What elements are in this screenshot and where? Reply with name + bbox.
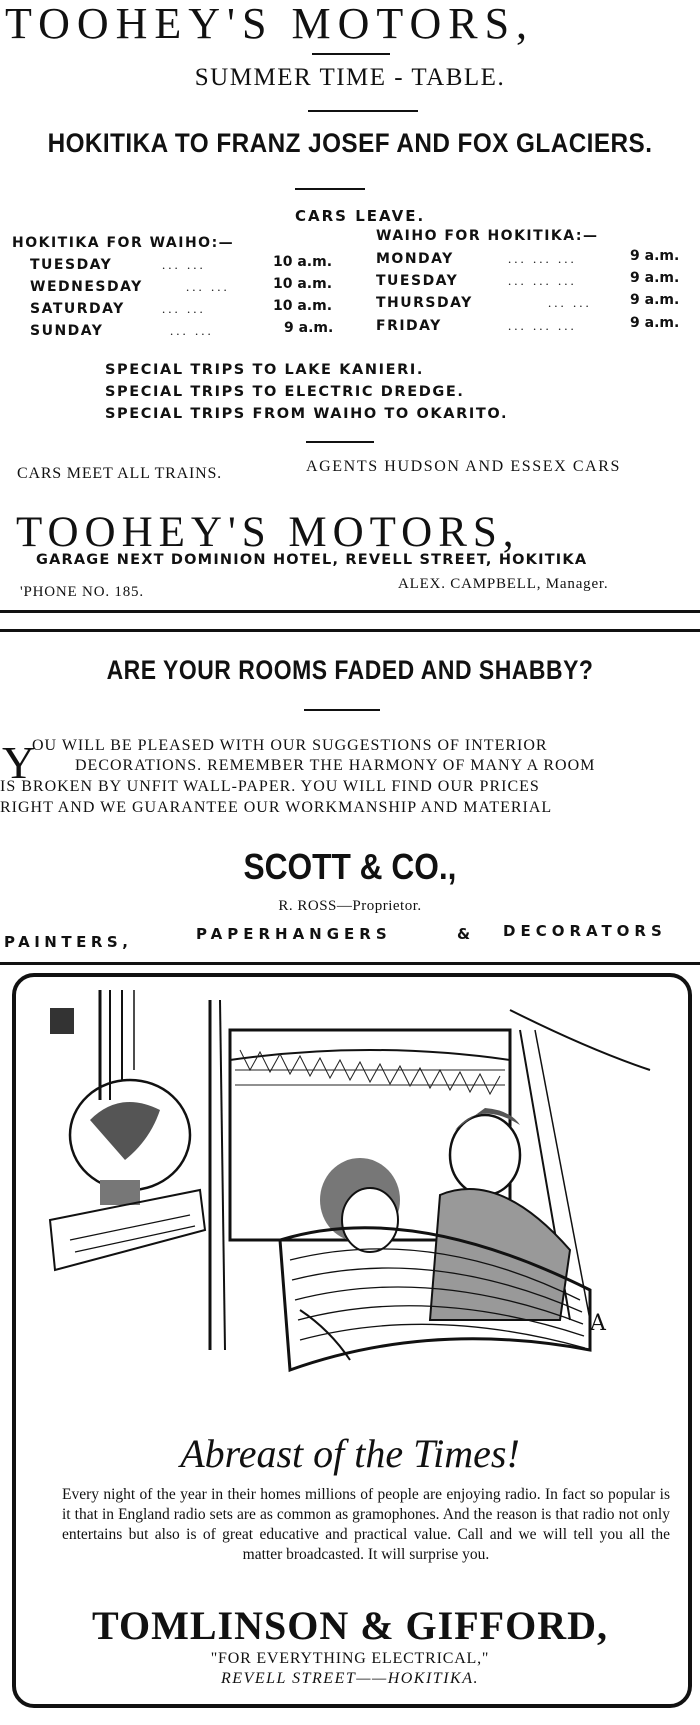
trade-decorators: DECORATORS [503,922,667,940]
toohey-footer-name: TOOHEY'S MOTORS, [16,509,520,556]
divider [306,441,374,443]
left-time-2: 10 a.m. [273,298,333,314]
section-separator [0,962,700,965]
section-separator [0,629,700,632]
left-dots-0: ... ... [162,257,206,272]
right-day-1: TUESDAY [376,273,459,289]
left-time-3: 9 a.m. [284,320,334,336]
divider [304,709,380,711]
drop-cap: Y [2,737,36,788]
tomlinson-company-name: TOMLINSON & GIFFORD, [92,1603,608,1648]
section-separator [0,610,700,613]
left-dots-1: ... ... [186,279,230,294]
right-dots-1: ... ... ... [508,273,577,288]
svg-text:A: A [590,1311,606,1336]
right-time-1: 9 a.m. [630,270,680,286]
route-title: HOKITIKA TO FRANZ JOSEF AND FOX GLACIERS. [47,128,653,158]
cars-meet-trains: CARS MEET ALL TRAINS. [17,465,222,482]
left-dots-3: ... ... [170,323,214,338]
divider [312,53,390,55]
left-day-2: SATURDAY [30,301,125,317]
left-day-0: TUESDAY [30,257,113,273]
left-dots-2: ... ... [162,301,206,316]
right-dots-0: ... ... ... [508,251,577,266]
divider [308,110,418,112]
right-time-2: 9 a.m. [630,292,680,308]
right-day-0: MONDAY [376,251,454,267]
left-day-3: SUNDAY [30,323,104,339]
left-day-1: WEDNESDAY [30,279,143,295]
trade-paperhangers: PAPERHANGERS [196,925,392,943]
special-trip-2: SPECIAL TRIPS FROM WAIHO TO OKARITO. [105,406,509,422]
tomlinson-slogan: "FOR EVERYTHING ELECTRICAL," [210,1650,490,1667]
wall-frame-icon [50,1008,74,1034]
special-trip-1: SPECIAL TRIPS TO ELECTRIC DREDGE. [105,384,465,400]
right-time-3: 9 a.m. [630,315,680,331]
tomlinson-address: REVELL STREET——HOKITIKA. [221,1670,479,1687]
divider [295,188,365,190]
scott-body-line-4: RIGHT AND WE GUARANTEE OUR WORKMANSHIP AND MATERIAL [0,799,553,816]
timetable-subtitle: SUMMER TIME - TABLE. [194,64,506,91]
scott-company-name: SCOTT & CO., [243,846,457,887]
right-day-2: THURSDAY [376,295,473,311]
scott-headline: ARE YOUR ROOMS FADED AND SHABBY? [106,655,594,685]
man-figure [450,1115,520,1195]
agents-line: AGENTS HUDSON AND ESSEX CARS [306,458,622,475]
special-trip-0: SPECIAL TRIPS TO LAKE KANIERI. [105,362,424,378]
scott-body-line-2: DECORATIONS. REMEMBER THE HARMONY OF MANY A ROOM [75,757,596,774]
right-time-0: 9 a.m. [630,248,680,264]
left-heading: HOKITIKA FOR WAIHO:— [12,235,235,251]
trade-ampersand: & [457,925,471,943]
garage-address: GARAGE NEXT DOMINION HOTEL, REVELL STREET, HOKITIKA [36,552,588,568]
left-time-1: 10 a.m. [273,276,333,292]
right-dots-3: ... ... ... [508,318,577,333]
radio-listeners-illustration [30,990,670,1400]
tomlinson-body: Every night of the year in their homes millions of people are enjoying radio. In fact so popular is it that in England radio sets are as common as gramophones. And the reason is that radio not only entertains but also is of great educative and practical value. Call and we will tell you all the matter broadcasted. It will surprise you. [62,1486,670,1563]
trade-painters: PAINTERS, [4,933,133,951]
right-day-3: FRIDAY [376,318,442,334]
right-heading: WAIHO FOR HOKITIKA:— [376,228,599,244]
right-dots-2: ... ... [548,295,592,310]
scott-body-line-3: IS BROKEN BY UNFIT WALL-PAPER. YOU WILL FIND OUR PRICES [0,778,540,795]
scott-proprietor: R. ROSS—Proprietor. [278,898,422,914]
phone-number: 'PHONE NO. 185. [20,584,144,600]
scott-body-line-1: OU WILL BE PLEASED WITH OUR SUGGESTIONS OF INTERIOR [32,737,548,754]
tomlinson-headline: Abreast of the Times! [180,1431,520,1476]
cars-leave-heading: CARS LEAVE. [295,207,426,225]
manager-line: ALEX. CAMPBELL, Manager. [398,576,609,592]
left-time-0: 10 a.m. [273,254,333,270]
toohey-header: TOOHEY'S MOTORS, [5,0,535,48]
